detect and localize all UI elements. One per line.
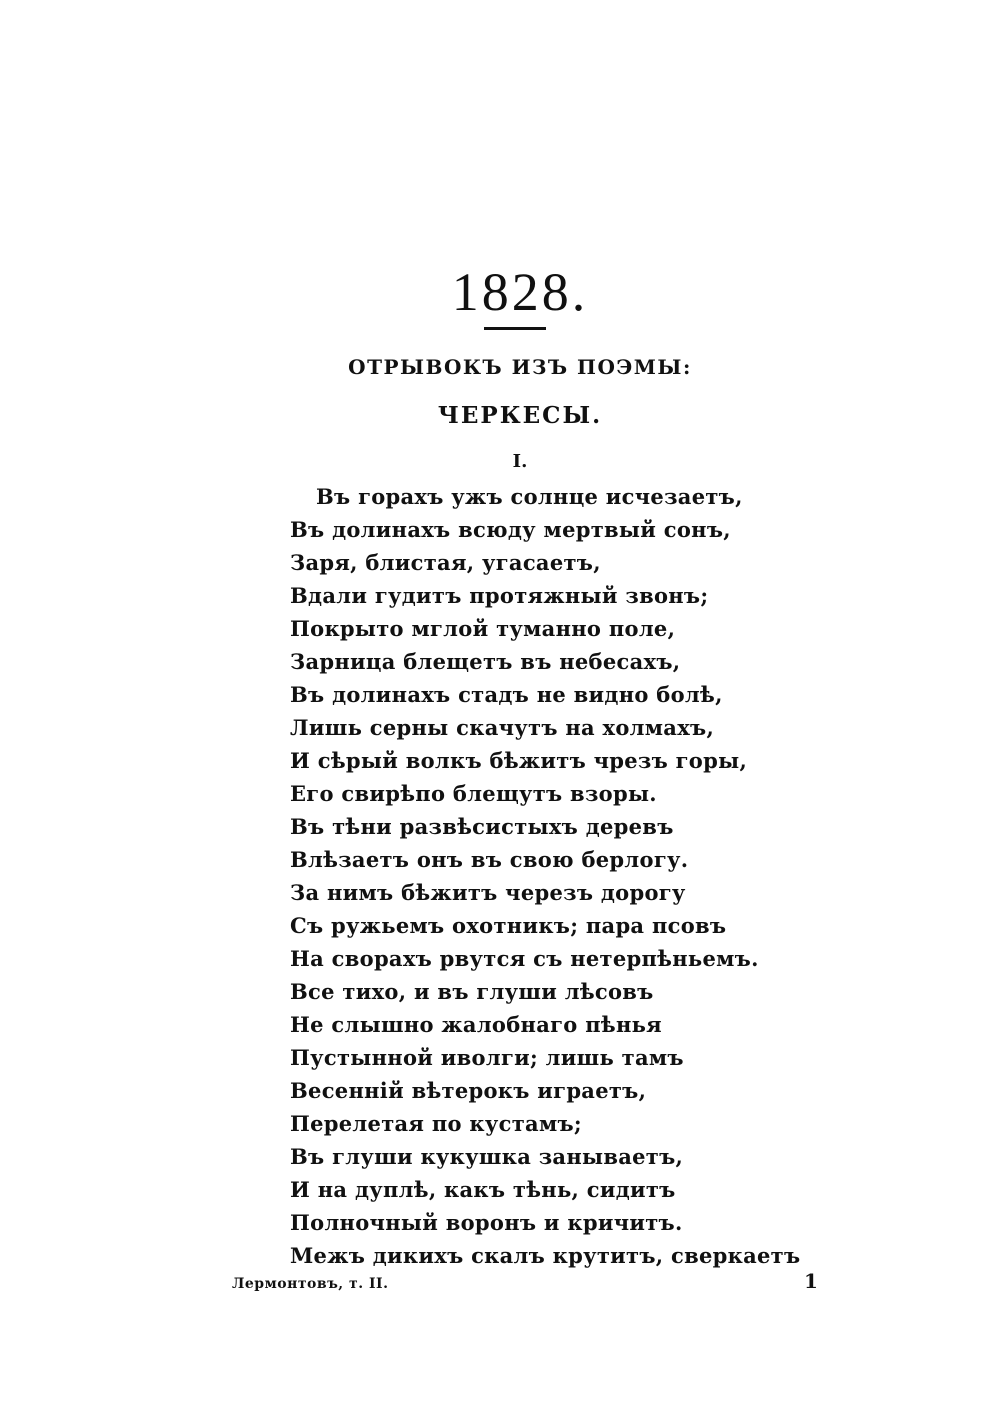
poem-subtitle: ОТРЫВОКЪ ИЗЪ ПОЭМЫ: <box>348 355 692 379</box>
verse-line: Влѣзаетъ онъ въ свою берлогу. <box>290 847 689 872</box>
verse-line: Въ горахъ ужъ солнце исчезаетъ, <box>316 484 743 509</box>
poem-title: ЧЕРКЕСЫ. <box>437 402 603 429</box>
signature-line: Лермонтовъ, т. II. <box>232 1276 389 1292</box>
poem-verses <box>290 480 810 1272</box>
verse-line: Лишь серны скачутъ на холмахъ, <box>290 715 715 740</box>
verse-line: Покрыто мглой туманно поле, <box>290 616 676 641</box>
verse-line: Его свирѣпо блещутъ взоры. <box>290 781 657 806</box>
verse-line: Полночный воронъ и кричитъ. <box>290 1210 683 1235</box>
verse-line: Все тихо, и въ глуши лѣсовъ <box>290 979 654 1004</box>
verse-line: На сворахъ рвутся съ нетерпѣньемъ. <box>290 946 759 971</box>
verse-line: Зарница блещетъ въ небесахъ, <box>290 649 681 674</box>
verse-line: Съ ружьемъ охотникъ; пара псовъ <box>290 913 727 938</box>
verse-line: Не слышно жалобнаго пѣнья <box>290 1012 662 1037</box>
verse-line: И на дуплѣ, какъ тѣнь, сидитъ <box>290 1177 676 1202</box>
verse-line: Заря, блистая, угасаетъ, <box>290 550 601 575</box>
year-heading: 1828. <box>451 262 589 322</box>
verse-line: Перелетая по кустамъ; <box>290 1111 582 1136</box>
verse-line: Въ долинахъ всюду мертвый сонъ, <box>290 517 731 542</box>
verse-line: Вдали гудитъ протяжный звонъ; <box>290 583 709 608</box>
verse-line: Пустынной иволги; лишь тамъ <box>290 1045 684 1070</box>
heading-divider <box>484 327 546 330</box>
section-number: I. <box>512 451 528 472</box>
verse-line: Въ глуши кукушка занываетъ, <box>290 1144 684 1169</box>
verse-line: Въ тѣни развѣсистыхъ деревъ <box>290 814 674 839</box>
verse-line: Межъ дикихъ скалъ крутитъ, сверкаетъ <box>290 1243 801 1268</box>
signature-mark: 1 <box>804 1269 818 1293</box>
verse-line: Весенній вѣтерокъ играетъ, <box>290 1078 647 1103</box>
verse-line: Въ долинахъ стадъ не видно болѣ, <box>290 682 723 707</box>
verse-line: И сѣрый волкъ бѣжитъ чрезъ горы, <box>290 748 748 773</box>
verse-line: За нимъ бѣжитъ черезъ дорогу <box>290 880 686 905</box>
